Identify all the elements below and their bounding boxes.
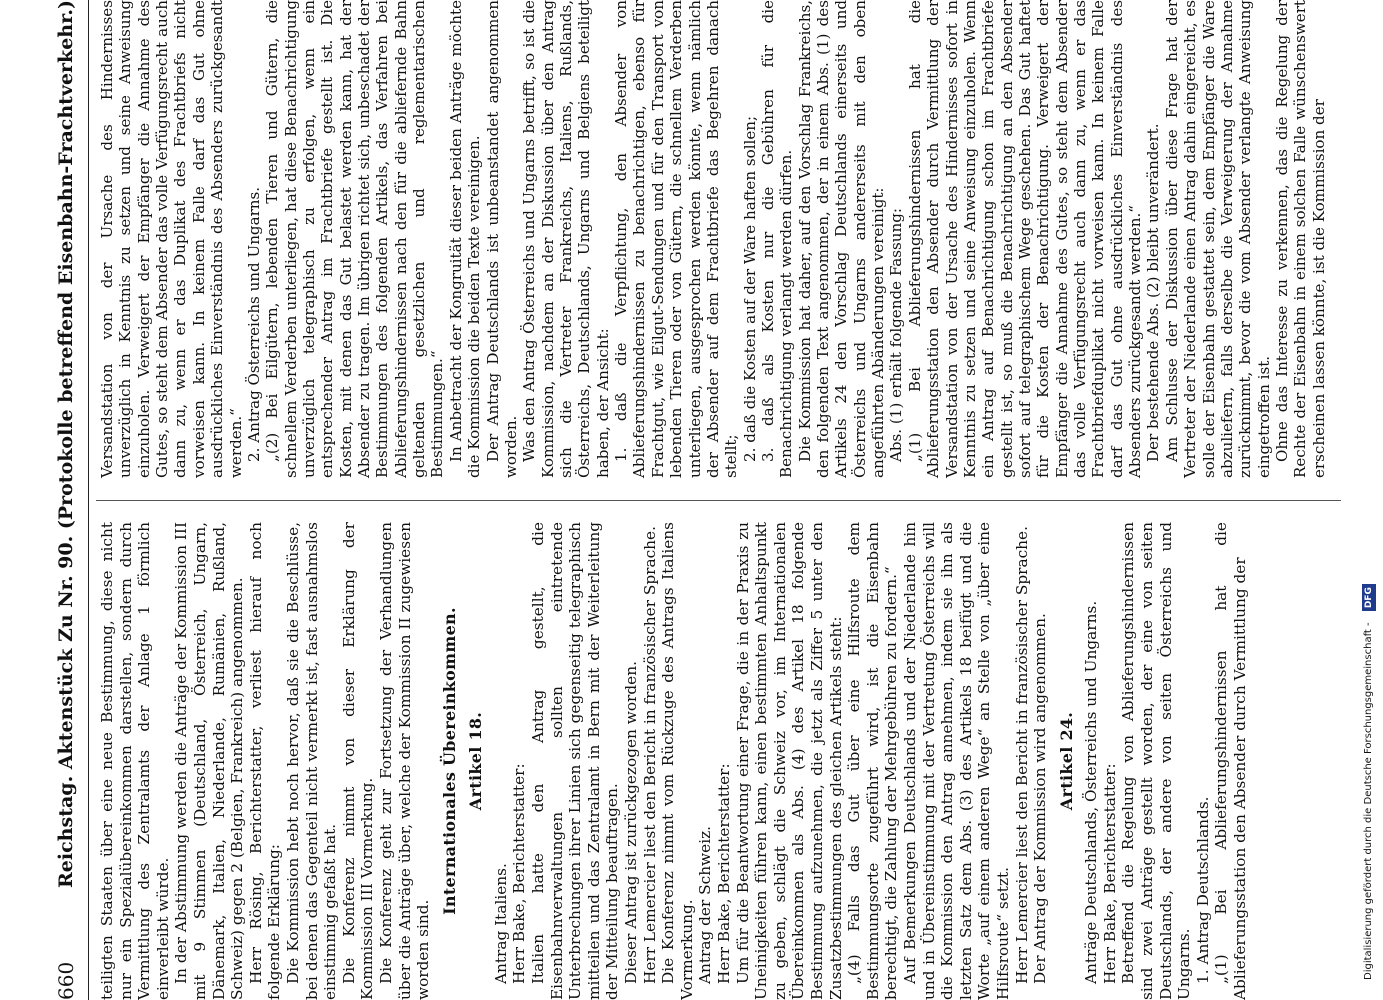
credit-text: Digitalisierung gefördert durch die Deutsche Forschungsgemeinschaft -: [1363, 622, 1374, 980]
right-paragraph: 2. Antrag Österreichs und Ungarns.: [244, 186, 263, 462]
right-paragraph: Am Schlusse der Diskussion über diese Frage hat der Vertreter der Niederlande einen Antrag dahin eingereicht, es solle der Eisenbahn gestattet sein, dem Empfänger die Ware abzuliefern, falls derselbe die Verweigerung der Annahme zurücknimmt, bevor die vom Absender verlangte Anweisung eingetroffen ist.: [1162, 0, 1273, 478]
digitization-credit: [1358, 20, 1380, 980]
left-paragraph: teiligten Staaten über eine neue Bestimmung, diese nicht nur ein Spezialübereinkommen darstellen, sondern durch Vermittlung des Zentralamts der Anlage 1 förmlich einverleibt würde.: [98, 522, 172, 1000]
left-paragraph: „(4) Falls das Gut über eine Hilfsroute dem Bestimmungsorte zugeführt wird, ist die Eisenbahn berechtigt, die Zahlung der Mehrgebühren zu fordern.“: [845, 522, 901, 1000]
right-paragraph: Ohne das Interesse zu verkennen, das die Regelung der Rechte der Eisenbahn in einem solchen Falle wünschenswert erscheinen lassen könnte, ist die Kommission der: [1273, 0, 1328, 478]
right-column: [98, 0, 1328, 478]
right-paragraph: Versandstation von der Ursache des Hindernisses unverzüglich in Kenntnis zu setzen und seine Anweisung einzuholen. Verweigert der Empfänger die Annahme des Gutes, so steht dem Absender das volle Verfügungsrecht auch dann zu, wenn er das Duplikat des Frachtbriefs nicht vorweisen kann. In keinem Falle darf das Gut ohne ausdrückliches Einverständnis des Absenders zurückgesandt werden.“: [98, 0, 245, 478]
left-heading: Internationales Übereinkommen.: [439, 607, 459, 915]
right-paragraph: Abs. (1) erhält folgende Fassung:: [887, 208, 906, 462]
left-paragraph: Um für die Beantwortung einer Frage, die in der Praxis zu Uneinigkeiten führen kann, einen bestimmten Anhaltspunkt zu geben, schlägt die Schweiz vor, im Internationalen Übereinkommen als Abs. (4) des Artikel 18 folgende Bestimmung aufzunehmen, die jetzt als Ziffer 5 unter den Zusatzbestimmungen des gleichen Artikels steht:: [733, 522, 845, 1000]
left-paragraph: Betreffend die Regelung von Ablieferungshindernissen sind zwei Anträge gestellt worden, der eine von seiten Deutschlands, der andere von seiten Österreichs und Ungarns.: [1119, 522, 1194, 1000]
page-title: Reichstag. Aktenstück Zu Nr. 90. (Protokolle betreffend Eisenbahn-Frachtverkehr.): [55, 0, 77, 888]
credit-line: [1358, 20, 1380, 980]
left-paragraph: 1. Antrag Deutschlands.: [1193, 796, 1212, 984]
left-paragraph: Anträge Deutschlands, Österreichs und Ungarns.: [1082, 600, 1101, 984]
left-heading: Artikel 18.: [466, 711, 486, 811]
left-paragraph: Herr Bake, Berichterstatter:: [510, 763, 529, 984]
left-paragraph: Italien hatte den Antrag gestellt, die Eisenbahnverwaltungen sollten eintretende Unterbrechungen ihrer Linien sich gegenseitig telegraphisch mitteilen und das Zentralamt in Bern mit der Weiterleitung der Mitteilung beauftragen.: [529, 522, 622, 1000]
rotated-document: [46, 0, 1346, 1000]
right-paragraph: „(1) Bei Ablieferungshindernissen hat die Ablieferungsstation den Absender durch Vermittlung der Versandstation von der Ursache des Hindernisses sofort in Kenntnis zu setzen und seine Anweisung einzuholen. Wenn ein Antrag auf Benachrichtigung schon im Frachtbriefe gestellt ist, so muß die Benachrichtigung an den Absender sofort auf telegraphischem Wege geschehen. Das Gut haftet für die Kosten der Benachrichtigung. Verweigert der Empfänger die Annahme des Gutes, so steht dem Absender das volle Verfügungsrecht auch dann zu, wenn er das Frachtbriefduplikat nicht vorweisen kann. In keinem Falle darf das Gut ohne ausdrückliches Einverständnis des Absenders zurückgesandt werden.“: [905, 0, 1145, 478]
running-header: [46, 0, 86, 1000]
right-paragraph: In Anbetracht der Kongruität dieser beiden Anträge möchte die Kommission die beiden Texte vereinigen.: [446, 0, 484, 478]
left-paragraph: „(1) Bei Ablieferungshindernissen hat die Ablieferungsstation den Absender durch Vermittlung der: [1212, 522, 1250, 1000]
right-paragraph: Was den Antrag Österreichs und Ungarns betrifft, so ist die Kommission, nachdem an der Diskussion über den Antrag sich die Vertreter Frankreichs, Italiens, Rußlands, Österreichs, Deutschlands, Ungarns und Belgiens beteiligt haben, der Ansicht:: [520, 0, 612, 478]
left-paragraph: Antrag der Schweiz.: [696, 825, 715, 984]
right-paragraph: Der bestehende Abs. (2) bleibt unverändert.: [1144, 123, 1163, 462]
right-paragraph: Die Kommission hat daher, auf den Vorschlag Frankreichs, den folgenden Text angenommen, der in einem Abs. (1) des Artikels 24 den Vorschlag Deutschlands einerseits und Österreichs und Ungarns andererseits mit den oben angeführten Abänderungen vereinigt:: [795, 0, 888, 478]
left-heading: Artikel 24.: [1056, 711, 1076, 811]
left-paragraph: Die Konferenz nimmt von dieser Erklärung der Kommission III Vormerkung.: [339, 522, 377, 1000]
header-rule: [88, 0, 89, 1000]
left-column: [98, 522, 1250, 1000]
left-paragraph: Der Antrag der Kommission wird angenommen.: [1031, 613, 1050, 984]
column-divider: [96, 500, 1341, 501]
left-paragraph: Die Konferenz geht zur Fortsetzung der Verhandlungen über die Anträge über, welche der Kommission II zugewiesen worden sind.: [376, 522, 433, 1000]
right-paragraph: 3. daß als Kosten nur die Gebühren für die Benachrichtigung verlangt werden dürfen.: [758, 0, 796, 478]
left-paragraph: Herr Lemercier liest den Bericht in französischer Sprache.: [640, 526, 659, 984]
left-paragraph: Herr Bake, Berichterstatter:: [1100, 763, 1119, 984]
left-paragraph: Auf Bemerkungen Deutschlands und der Niederlande hin und in Übereinstimmung mit der Vertretung Österreichs will die Kommission den Antrag annehmen, indem sie ihn als letzten Satz dem Abs. (3) des Artikels 18 beifügt und die Worte „auf einem anderen Wege“ an Stelle von „über eine Hilfsroute“ setzt.: [900, 522, 1012, 1000]
left-paragraph: Antrag Italiens.: [491, 863, 510, 984]
page-number: 660: [54, 961, 78, 1000]
dfg-logo: DFG: [1362, 584, 1376, 611]
left-paragraph: Herr Rösing, Berichterstatter, verliest hierauf noch folgende Erklärung:: [246, 522, 284, 1000]
left-paragraph: Die Kommission hebt noch hervor, daß sie die Beschlüsse, bei denen das Gegenteil nicht vermerkt ist, fast ausnahmslos einstimmig gefaßt hat.: [283, 522, 340, 1000]
left-paragraph: In der Abstimmung werden die Anträge der Kommission III mit 9 Stimmen (Deutschland, Österreich, Ungarn, Dänemark, Italien, Niederlande, Rumänien, Rußland, Schweiz) gegen 2 (Belgien, Frankreich) angenommen.: [172, 522, 247, 1000]
right-paragraph: 2. daß die Kosten auf der Ware haften sollen;: [740, 115, 759, 462]
left-paragraph: Dieser Antrag ist zurückgezogen worden.: [622, 661, 641, 984]
left-paragraph: Die Konferenz nimmt vom Rückzuge des Antrags Italiens Vormerkung.: [659, 522, 696, 1000]
left-paragraph: Herr Lemercier liest den Bericht in französischer Sprache.: [1012, 526, 1031, 984]
right-paragraph: „(2) Bei Eilgütern, lebenden Tieren und Gütern, die schnellem Verderben unterliegen, hat diese Benachrichtigung unverzüglich telegraphisch zu erfolgen, wenn ein entsprechender Antrag im Frachtbriefe gestellt ist. Die Kosten, mit denen das Gut belastet werden kann, hat der Absender zu tragen. Im übrigen richtet sich, unbeschadet der Bestimmungen des folgenden Artikels, das Verfahren bei Ablieferungshindernissen nach den für die abliefernde Bahn geltenden gesetzlichen und reglementarischen Bestimmungen.“: [263, 0, 447, 478]
right-paragraph: Der Antrag Deutschlands ist unbeanstandet angenommen worden.: [483, 0, 520, 478]
right-paragraph: 1. daß die Verpflichtung, den Absender von Ablieferungshindernissen zu benachrichtigen, ebenso für Frachtgut, wie Eilgut-Sendungen und für den Transport von lebenden Tieren oder von Gütern, die schnellem Verderben unterliegen, ausgesprochen werden könnte, wenn nämlich der Absender auf dem Frachtbriefe das Begehren danach stellt;: [612, 0, 741, 478]
left-paragraph: Herr Bake, Berichterstatter:: [715, 763, 733, 984]
